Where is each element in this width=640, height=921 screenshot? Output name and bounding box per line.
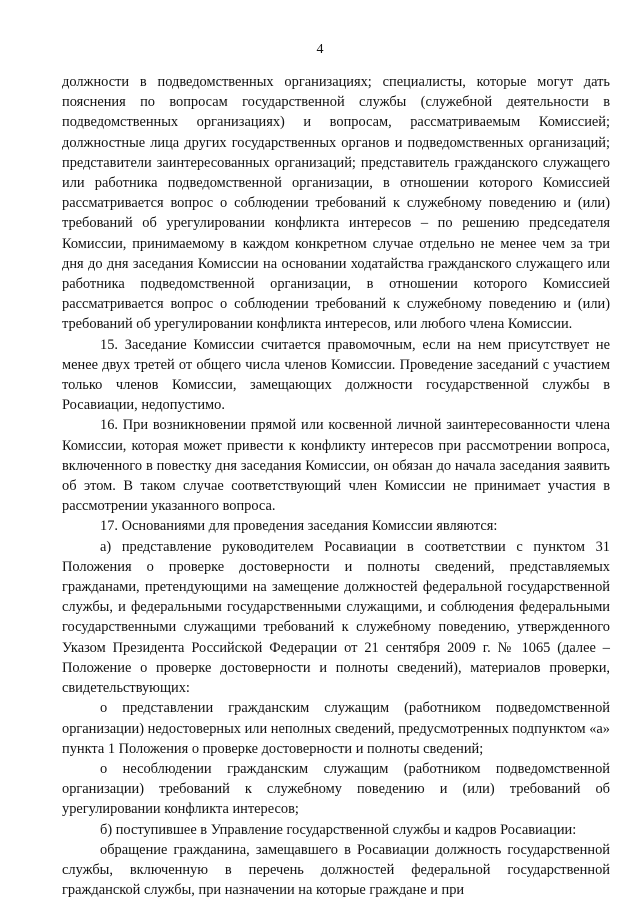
paragraph-continuation: должности в подведомственных организациях; специалисты, которые могут дать пояснения по вопросам государственной службы (служебной деятельности в подведомственных организациях) и вопросам, рассматриваемым Комиссией; должностные лица других государственных органов и подведомственных организаций; представители заинтересованных организаций; представитель гражданского служащего или работника подведомственной организации, в отношении которого Комиссией рассматривается вопрос о соблюдении требований к служебному поведению и (или) требований об урегулировании конфликта интересов – по решению председателя Комиссии, принимаемому в каждом конкретном случае отдельно не менее чем за три дня до дня заседания Комиссии на основании ходатайства гражданского служащего или работника подведомственной организации, в отношении которого Комиссией рассматривается вопрос о соблюдении требований к служебному поведению и (или) требований об урегулировании конфликта интересов, или любого члена Комиссии. bbox=[62, 74, 610, 333]
paragraph-17: 17. Основаниями для проведения заседания Комиссии являются: bbox=[100, 518, 498, 535]
paragraph-15: 15. Заседание Комиссии считается правомочным, если на нем присутствует не менее двух третей от общего числа членов Комиссии. Проведение заседаний с участием только членов Комиссии, замещающих должности государственной службы в Росавиации, недопустимо. bbox=[62, 336, 610, 414]
paragraph-17a-item-1: о представлении гражданским служащим (работником подведомственной организации) недостоверных или неполных сведений, предусмотренных подпунктом «а» пункта 1 Положения о проверке достоверности и полноты сведений; bbox=[62, 700, 610, 757]
paragraph-17b: б) поступившее в Управление государственной службы и кадров Росавиации: bbox=[100, 821, 577, 838]
document-body bbox=[62, 72, 610, 900]
paragraph-17b-item-1: обращение гражданина, замещавшего в Росавиации должность государственной службы, включенную в перечень должностей федеральной государственной гражданской службы, при назначении на которые граждане и при bbox=[62, 841, 610, 899]
page-number: 4 bbox=[316, 42, 324, 57]
paragraph-17a-item-2: о несоблюдении гражданским служащим (работником подведомственной организации) требований к служебному поведению и (или) требований об урегулировании конфликта интересов; bbox=[62, 760, 610, 818]
paragraph-17a: а) представление руководителем Росавиации в соответствии с пунктом 31 Положения о проверке достоверности и полноты сведений, представляемых гражданами, претендующими на замещение должностей федеральной государственной службы, и федеральными государственными служащими, и соблюдения федеральными государственными служащими требований к служебному поведению, утвержденного Указом Президента Российской Федерации от 21 сентября 2009 г. № 1065 (далее – Положение о проверке достоверности и полноты сведений), материалов проверки, свидетельствующих: bbox=[62, 538, 610, 697]
paragraph-16: 16. При возникновении прямой или косвенной личной заинтересованности члена Комиссии, которая может привести к конфликту интересов при рассмотрении вопроса, включенного в повестку дня заседания Комиссии, он обязан до начала заседания заявить об этом. В таком случае соответствующий член Комиссии не принимает участия в рассмотрении указанного вопроса. bbox=[62, 417, 610, 515]
